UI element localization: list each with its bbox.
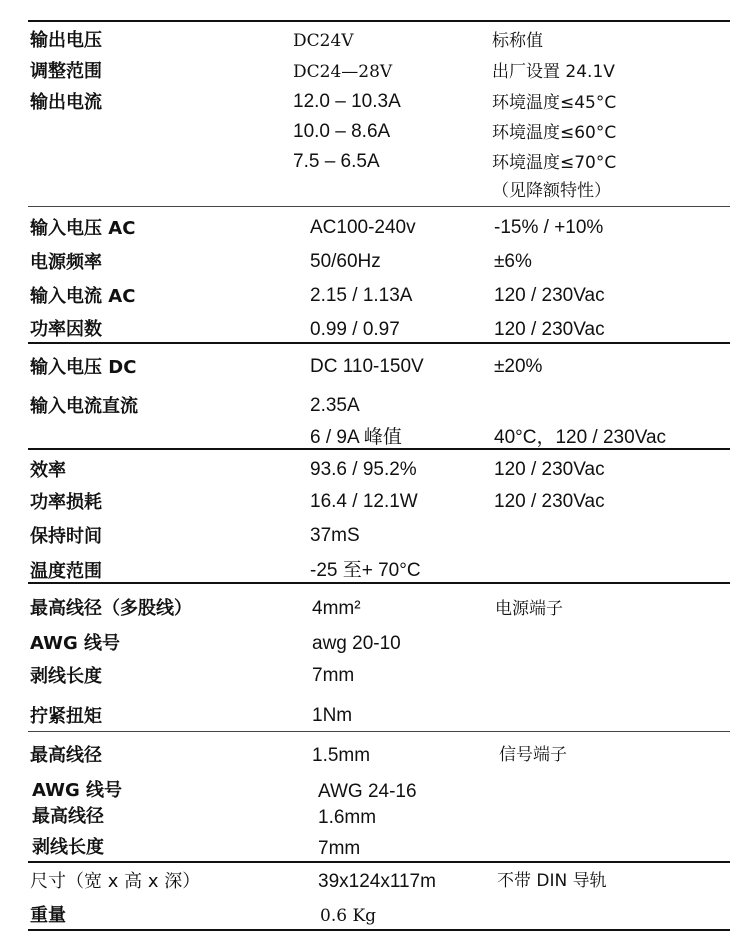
signal-awg-label: AWG 线号 (32, 780, 123, 801)
dimensions-label: 尺寸（宽 x 高 x 深） (30, 871, 201, 892)
dimensions-note: 不带 DIN 导轨 (497, 871, 607, 891)
signal-strip-length-value: 7mm (318, 838, 361, 859)
input-voltage-ac-value: AC100-240v (310, 217, 416, 238)
power-loss-value: 16.4 / 12.1W (310, 491, 418, 512)
section-divider (28, 206, 730, 207)
input-voltage-ac-label: 输入电压 AC (30, 218, 136, 239)
frequency-label: 电源频率 (30, 252, 102, 273)
power-factor-label: 功率因数 (30, 319, 102, 340)
strip-length-value: 7mm (312, 665, 355, 686)
output-current-label: 输出电流 (30, 92, 102, 113)
power-loss-label: 功率损耗 (30, 492, 102, 513)
power-factor-value: 0.99 / 0.97 (310, 319, 400, 340)
output-voltage-value: DC24V (293, 31, 354, 51)
signal-strip-length-label: 剥线长度 (32, 837, 104, 858)
section-divider (28, 342, 730, 344)
frequency-note: ±6% (494, 251, 532, 272)
max-wire-size-value: 4mm² (312, 598, 361, 619)
weight-label: 重量 (30, 905, 66, 926)
input-voltage-dc-note: ±20% (494, 356, 543, 377)
signal-terminal-note: 信号端子 (499, 745, 567, 765)
efficiency-label: 效率 (30, 460, 66, 481)
hold-time-value: 37mS (310, 525, 360, 546)
peak-current-value: 6 / 9A 峰值 (310, 427, 402, 448)
awg-value: awg 20-10 (312, 633, 401, 654)
power-loss-note: 120 / 230Vac (494, 491, 605, 512)
strip-length-label: 剥线长度 (30, 666, 102, 687)
temperature-range-value: -25 至+ 70°C (310, 560, 421, 581)
output-current-value-3: 7.5 – 6.5A (293, 151, 380, 172)
efficiency-value: 93.6 / 95.2% (310, 459, 417, 480)
signal-max-wire-value-2: 1.6mm (318, 807, 377, 828)
section-divider (28, 861, 730, 863)
adjust-range-label: 调整范围 (30, 61, 102, 82)
signal-max-wire-label-2: 最高线径 (32, 806, 104, 827)
adjust-range-note: 出厂设置 24.1V (492, 62, 615, 82)
output-current-note-2: 环境温度≤60°C (492, 123, 617, 143)
output-voltage-note: 标称值 (492, 31, 543, 51)
section-divider (28, 582, 730, 584)
input-current-ac-label: 输入电流 AC (30, 286, 136, 307)
hold-time-label: 保持时间 (30, 526, 102, 547)
top-rule (28, 20, 730, 22)
input-voltage-ac-note: -15% / +10% (494, 217, 604, 238)
peak-current-note: 40°C，120 / 230Vac (494, 427, 667, 448)
input-current-ac-note: 120 / 230Vac (494, 285, 605, 306)
output-current-note-3: 环境温度≤70°C (492, 153, 617, 173)
torque-value: 1Nm (312, 705, 353, 726)
output-voltage-label: 输出电压 (30, 30, 102, 51)
awg-label: AWG 线号 (30, 633, 121, 654)
signal-awg-value: AWG 24-16 (318, 781, 417, 802)
signal-max-wire-label: 最高线径 (30, 745, 102, 766)
temperature-range-label: 温度范围 (30, 561, 102, 582)
bottom-rule (28, 929, 730, 931)
frequency-value: 50/60Hz (310, 251, 381, 272)
output-current-value-1: 12.0 – 10.3A (293, 91, 401, 112)
max-wire-size-label: 最高线径（多股线） (30, 598, 192, 619)
dimensions-value: 39x124x117m (318, 871, 436, 892)
signal-max-wire-value: 1.5mm (312, 745, 371, 766)
torque-label: 拧紧扭矩 (30, 706, 102, 727)
weight-value: 0.6 Kg (320, 906, 377, 926)
input-current-dc-value: 2.35A (310, 395, 360, 416)
derating-note: （见降额特性） (492, 181, 611, 201)
input-current-ac-value: 2.15 / 1.13A (310, 285, 413, 306)
output-current-value-2: 10.0 – 8.6A (293, 121, 391, 142)
input-current-dc-label: 输入电流直流 (30, 396, 138, 417)
adjust-range-value: DC24—28V (293, 62, 393, 82)
section-divider (28, 731, 730, 732)
power-factor-note: 120 / 230Vac (494, 319, 605, 340)
power-terminal-note: 电源端子 (495, 599, 563, 619)
input-voltage-dc-value: DC 110-150V (310, 356, 424, 377)
input-voltage-dc-label: 输入电压 DC (30, 357, 137, 378)
efficiency-note: 120 / 230Vac (494, 459, 605, 480)
output-current-note-1: 环境温度≤45°C (492, 93, 617, 113)
